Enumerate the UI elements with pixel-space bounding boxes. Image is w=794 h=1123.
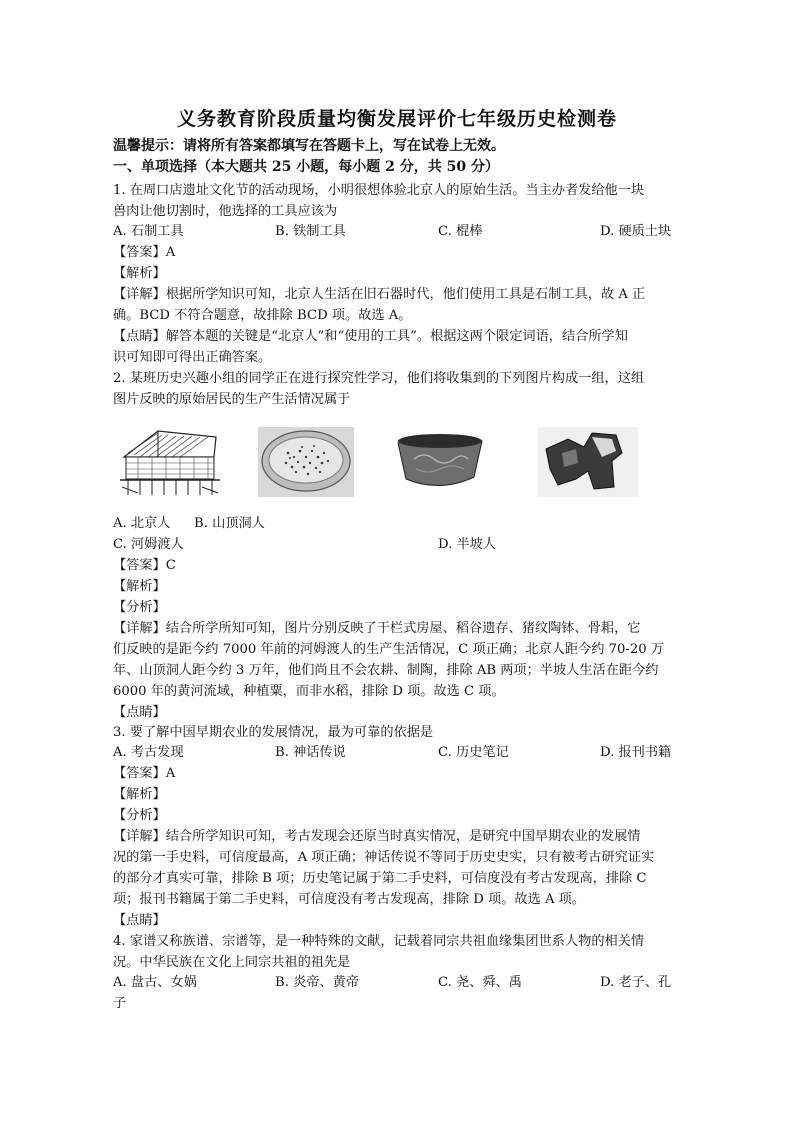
q2-point-label: 【点睛】 (113, 705, 166, 720)
q2-option-c: C. 河姆渡人 (113, 537, 184, 552)
q1-option-c: C. 棍棒 (438, 224, 483, 239)
q4-option-b: B. 炎帝、黄帝 (275, 975, 360, 990)
q1-point-line-1: 【点睛】解答本题的关键是“北京人”和“使用的工具”。根据这两个限定词语，结合所学知 (113, 329, 628, 344)
q2-option-b: B. 山顶洞人 (194, 516, 265, 531)
q3-analysis-label: 【解析】 (113, 787, 166, 802)
q1-detail-line-1: 【详解】根据所学知识可知，北京人生活在旧石器时代，他们使用工具是石制工具，故 A 正 (113, 287, 646, 302)
q2-detail-line-3: 年、山顶洞人距今约 3 万年，他们尚且不会农耕、制陶，排除 AB 两项；半坡人生活在距今约 (113, 663, 659, 678)
q4-stem-line-1: 4. 家谱又称族谱、宗谱等，是一种特殊的文献，记载着同宗共祖血缘集团世系人物的相关情 (113, 934, 645, 949)
q3-option-d: D. 报刊书籍 (600, 745, 672, 760)
q1-stem-line-2: 兽肉让他切割时，他选择的工具应该为 (113, 204, 338, 219)
q2-detail-line-4: 6000 年的黄河流域，种植粟，而非水稻，排除 D 项。故选 C 项。 (113, 684, 505, 699)
q1-option-b: B. 铁制工具 (275, 224, 346, 239)
q3-detail-line-4: 项；报刊书籍属于第二手史料，可信度没有考古发现高，排除 D 项。故选 A 项。 (113, 892, 586, 907)
q2-analysis-label: 【解析】 (113, 579, 166, 594)
q1-analysis-label: 【解析】 (113, 266, 166, 281)
q3-option-c: C. 历史笔记 (438, 745, 509, 760)
page-title: 义务教育阶段质量均衡发展评价七年级历史检测卷 (176, 108, 617, 130)
q2-detail-line-2: 们反映的是距今约 7000 年前的河姆渡人的生产生活情况，C 项正确；北京人距今约 70-20 万 (113, 642, 664, 657)
q4-option-c: C. 尧、舜、禹 (438, 975, 522, 990)
pottery-bowl-image (394, 427, 486, 497)
q3-stem: 3. 要了解中国早期农业的发展情况，最为可靠的依据是 (113, 725, 434, 740)
q1-option-d: D. 硬质土块 (600, 224, 672, 239)
q3-answer: 【答案】A (113, 766, 176, 781)
q2-detail-line-1: 【详解】结合所学所知可知，图片分别反映了干栏式房屋、稻谷遗存、猪纹陶钵、骨耜，它 (113, 621, 641, 636)
q1-option-a: A. 石制工具 (113, 224, 184, 239)
q3-fenxi-label: 【分析】 (113, 808, 166, 823)
q4-option-a: A. 盘古、女娲 (113, 975, 197, 990)
q2-stem-line-2: 图片反映的原始居民的生产生活情况属于 (113, 392, 351, 407)
section-heading: 一、单项选择（本大题共 25 小题，每小题 2 分，共 50 分） (113, 159, 499, 175)
q2-option-a: A. 北京人 (113, 516, 171, 531)
q2-fenxi-label: 【分析】 (113, 600, 166, 615)
q3-detail-line-1: 【详解】结合所学知识可知，考古发现会还原当时真实情况，是研究中国早期农业的发展情 (113, 829, 641, 844)
q4-option-d-wrap: 子 (113, 996, 127, 1011)
q2-answer: 【答案】C (113, 558, 176, 573)
q3-point-label: 【点睛】 (113, 913, 166, 928)
q1-stem-line-1: 1. 在周口店遗址文化节的活动现场，小明很想体验北京人的原始生活。当主办者发给他一块 (113, 183, 645, 198)
stilt-house-image (118, 427, 222, 497)
q3-detail-line-3: 的部分才真实可靠，排除 B 项；历史笔记属于第二手史料，可信度没有考古发现高，排除 C (113, 871, 647, 886)
rice-remains-image (258, 427, 354, 497)
bone-spade-image (538, 427, 638, 497)
q3-option-b: B. 神话传说 (275, 745, 346, 760)
q1-detail-line-2: 确。BCD 不符合题意，故排除 BCD 项。故选 A。 (113, 308, 412, 323)
q3-option-a: A. 考古发现 (113, 745, 184, 760)
q2-stem-line-1: 2. 某班历史兴趣小组的同学正在进行探究性学习，他们将收集到的下列图片构成一组，这组 (113, 371, 645, 386)
q1-point-line-2: 识可知即可得出正确答案。 (113, 350, 272, 365)
q3-detail-line-2: 况的第一手史料，可信度最高，A 项正确；神话传说不等同于历史史实，只有被考古研究证实 (113, 850, 655, 865)
q4-option-d: D. 老子、孔 (600, 975, 672, 990)
q2-option-d: D. 半坡人 (438, 537, 497, 552)
q4-stem-line-2: 况。中华民族在文化上同宗共祖的祖先是 (113, 955, 351, 970)
q1-answer: 【答案】A (113, 245, 176, 260)
notice-text: 温馨提示：请将所有答案都填写在答题卡上，写在试卷上无效。 (113, 138, 505, 154)
